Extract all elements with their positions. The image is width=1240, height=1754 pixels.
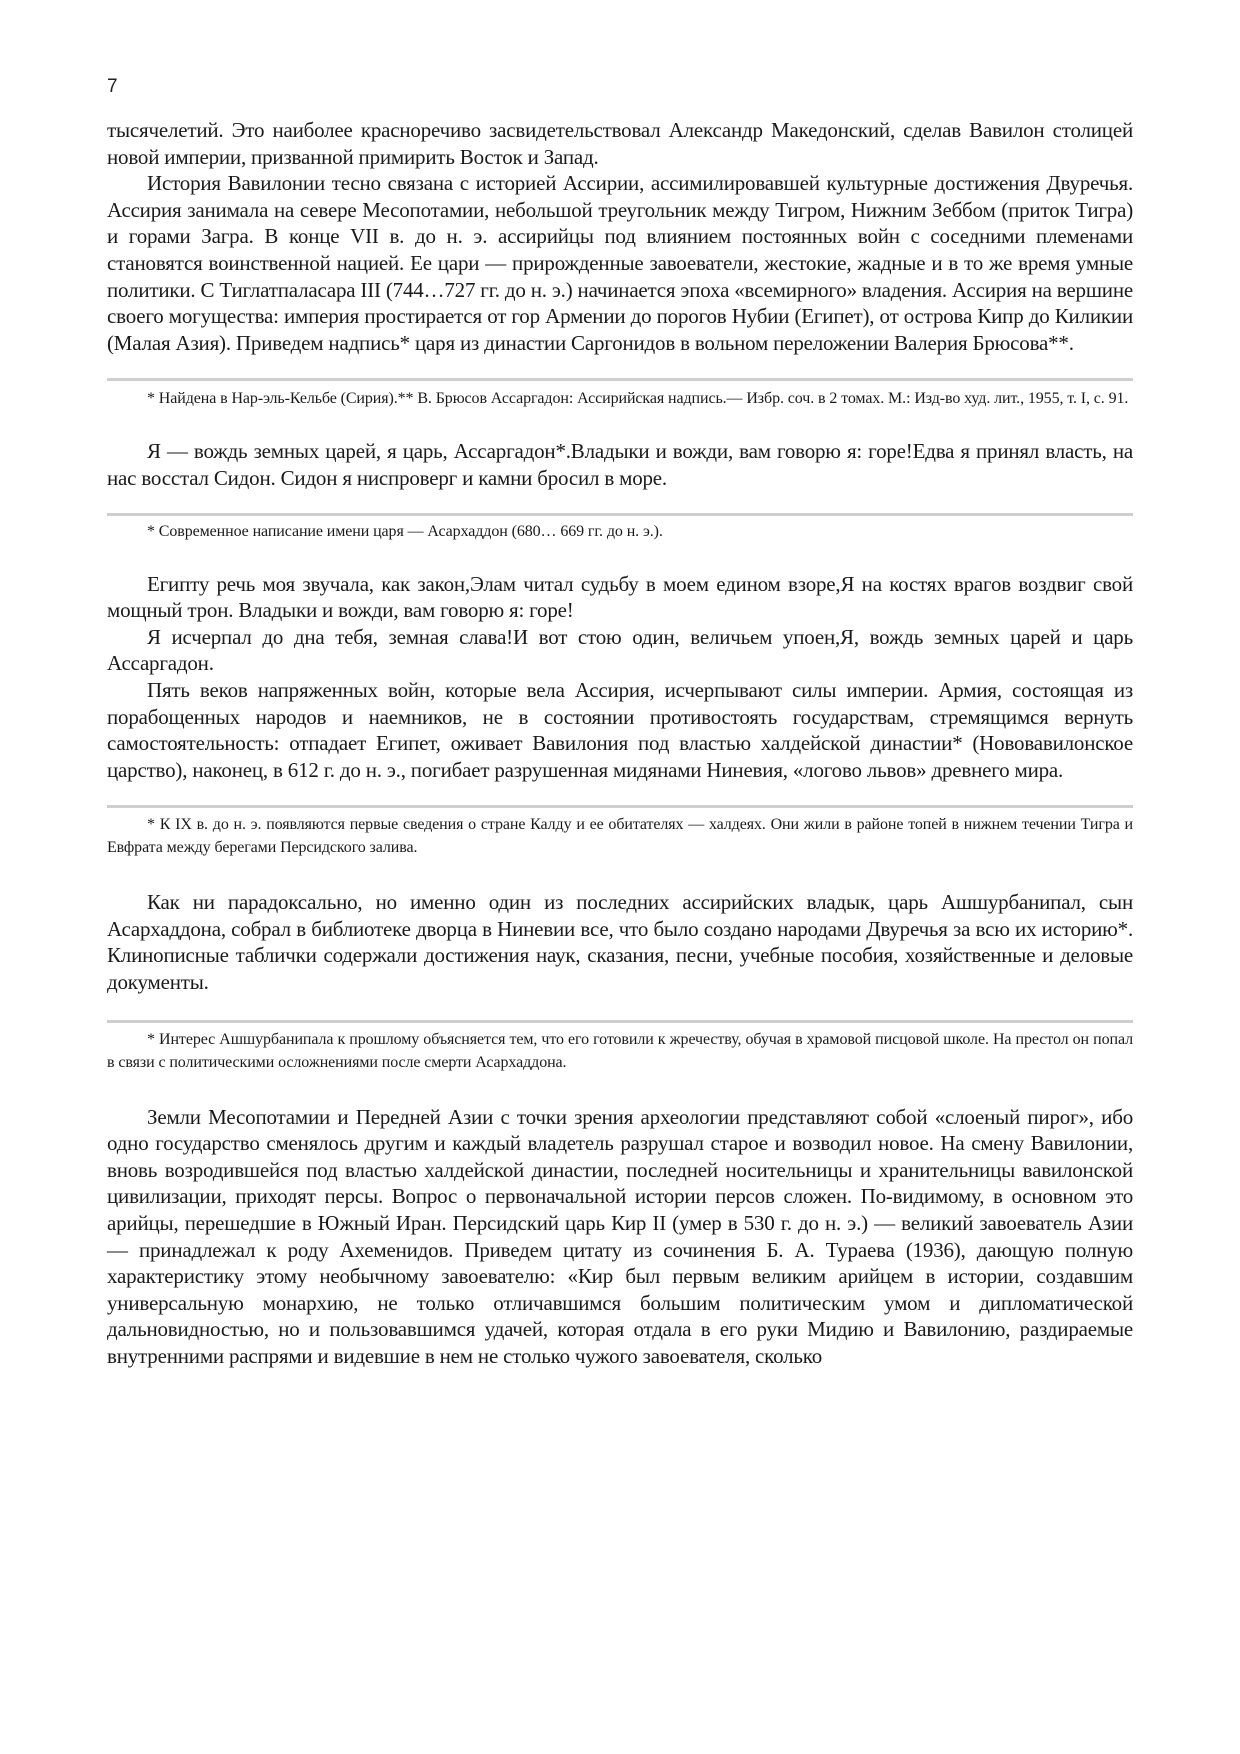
footnote-inscription-source: * Найдена в Нар-эль-Кельбе (Сирия).** В. Брюсов Ассаргадон: Ассирийская надпись.— Избр. соч. в 2 томах. М.: Изд-во худ. лит., 1955, т. I, с. 91.: [147, 390, 1129, 408]
footnote-chaldeans: * К IX в. до н. э. появляются первые сведения о стране Калду и ее обитателях — халдеях. Они жили в районе топей в нижнем течении Тигра и Евфрата между берегами Персидского залива.: [107, 816, 1133, 857]
paragraph-assyria-decline: Пять веков напряженных войн, которые вела Ассирия, исчерпывают силы империи. Армия, состоящая из порабощенных народов и наемников, не в состоянии противостоять государствам, стремящимся вернуть самостоятельность: отпадает Египет, оживает Вавилония под властью халдейской династии* (Нововавилонское царство), наконец, в 612 г. до н. э., погибает разрушенная мидянами Ниневия, «логово львов» древнего мира.: [107, 677, 1133, 782]
paragraph-poem-part-1: Я — вождь земных царей, я царь, Ассаргадон*.Владыки и вожди, вам говорю я: горе!Едва я принял власть, на нас восстал Сидон. Сидон я ниспроверг и камни бросил в море.: [107, 439, 1133, 490]
paragraph-assyria-history: История Вавилонии тесно связана с историей Ассирии, ассимилировавшей культурные достижения Двуречья. Ассирия занимала на севере Месопотамии, небольшой треугольник между Тигром, Нижним Зеббом (приток Тигра) и горами Загра. В конце VII в. до н. э. ассирийцы под влиянием постоянных войн с соседними племенами становятся воинственной нацией. Ее цари — прирожденные завоеватели, жестокие, жадные и в то же время умные политики. С Тиглатпаласара III (744…727 гг. до н. э.) начинается эпоха «всемирного» владения. Ассирия на вершине своего могущества: империя простирается от гор Армении до порогов Нубии (Египет), от острова Кипр до Киликии (Малая Азия). Приведем надпись* царя из династии Саргонидов в вольном переложении Валерия Брюсова**.: [107, 171, 1133, 355]
footnote-ashurbanipal-interest: * Интерес Ашшурбанипала к прошлому объясняется тем, что его готовили к жречеству, обучая в храмовой писцовой школе. На престол он попал в связи с политическими осложнениями после смерти Асархаддона.: [107, 1030, 1133, 1071]
footnote-separator: [107, 1020, 1133, 1023]
footnote-block-3: [107, 805, 1133, 859]
footnote-king-name: * Современное написание имени царя — Асархаддон (680… 669 гг. до н. э.).: [147, 522, 663, 540]
footnote-separator: [107, 805, 1133, 808]
paragraph-intro-continuation: тысячелетий. Это наиболее красноречиво засвидетельствовал Александр Македонский, сделав Вавилон столицей новой империи, призванной примирить Восток и Запад.: [107, 118, 1133, 169]
footnote-separator: [107, 513, 1133, 516]
paragraph-persians-cyrus: Земли Месопотамии и Передней Азии с точки зрения археологии представляют собой «слоеный пирог», ибо одно государство сменялось другим и каждый владетель разрушал старое и возводил новое. На смену Вавилонии, вновь возродившейся под властью халдейской династии, последней носительницы и хранительницы вавилонской цивилизации, приходят персы. Вопрос о первоначальной истории персов сложен. По-видимому, в основном это арийцы, перешедшие в Южный Иран. Персидский царь Кир II (умер в 530 г. до н. э.) — великий завоеватель Азии — принадлежал к роду Ахеменидов. Приведем цитату из сочинения Б. А. Тураева (1936), дающую полную характеристику этому необычному завоевателю: «Кир был первым великим арийцем в истории, создавшим универсальную монархию, не только отличавшимся большим политическим умом и дипломатической дальновидностью, но и пользовавшимся удачей, которая отдала в его руки Мидию и Вавилонию, раздираемые внутренними распрями и видевшие в нем не столько чужого завоевателя, сколько: [107, 1104, 1133, 1368]
footnote-block-1: [107, 378, 1133, 410]
paragraph-poem-part-2: Египту речь моя звучала, как закон,Элам читал судьбу в моем едином взоре,Я на костях врагов воздвиг свой мощный трон. Владыки и вожди, вам говорю я: горе!: [107, 571, 1133, 623]
footnote-separator: [107, 378, 1133, 381]
page-number: 7: [107, 76, 118, 97]
footnote-block-2: [107, 513, 1133, 543]
paragraph-poem-part-3: Я исчерпал до дна тебя, земная слава!И вот стою один, величьем упоен,Я, вождь земных царей и царь Ассаргадон.: [107, 624, 1133, 676]
paragraph-ashurbanipal-library: Как ни парадоксально, но именно один из последних ассирийских владык, царь Ашшурбанипал, сын Асархаддона, собрал в библиотеке дворца в Ниневии все, что было создано народами Двуречья за всю их историю*. Клинописные таблички содержали достижения наук, сказания, песни, учебные пособия, хозяйственные и деловые документы.: [107, 890, 1133, 995]
footnote-block-4: [107, 1020, 1133, 1074]
page-content: [107, 117, 1133, 1370]
